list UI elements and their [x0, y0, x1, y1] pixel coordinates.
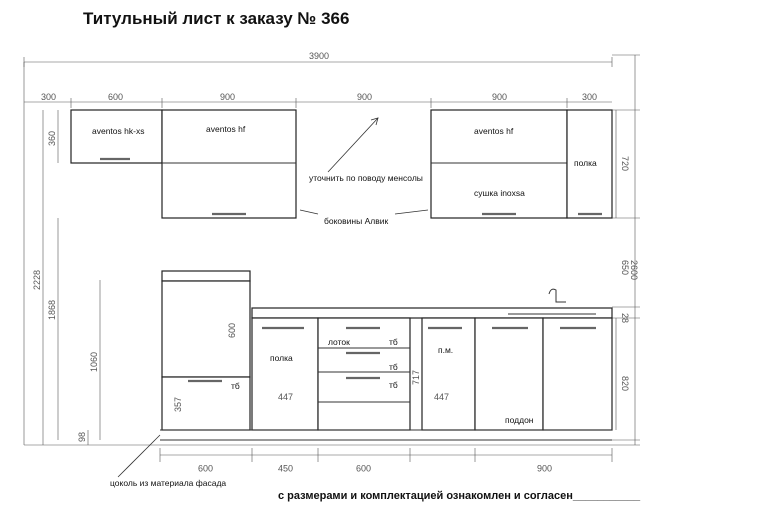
dim-top-900-b: 900 [357, 92, 373, 102]
dim-inner-447-a: 447 [278, 392, 294, 402]
dim-inner-717: 717 [411, 369, 421, 385]
base-cabinet-600 [318, 318, 410, 430]
dim-left-360: 360 [47, 130, 57, 146]
base-cabinet-sink-left [422, 318, 475, 430]
dim-top-600: 600 [108, 92, 124, 102]
approval-line: с размерами и комплектацией ознакомлен и согласен___________ [278, 490, 641, 502]
label-tb-2: тб [389, 362, 398, 372]
label-tb-1: тб [389, 337, 398, 347]
base-cabinet-450 [252, 318, 318, 430]
dim-right-720: 720 [620, 156, 630, 172]
dim-top-900-a: 900 [220, 92, 236, 102]
note-side-panels: боковины Алвик [324, 216, 389, 226]
dim-bottom-450: 450 [278, 463, 294, 474]
label-shelf-base: полка [270, 353, 293, 363]
wall-cabinets [71, 110, 612, 218]
label-aventos-hf-left: aventos hf [206, 124, 246, 134]
base-cabinet-sink-right [543, 318, 612, 430]
dim-left-2228: 2228 [32, 269, 42, 290]
label-pallet: поддон [505, 415, 534, 425]
label-shelf-wall: полка [574, 158, 597, 168]
label-tray: лоток [328, 337, 350, 347]
wall-cabinet-600 [71, 110, 162, 163]
dim-bottom-600-a: 600 [198, 463, 214, 474]
note-plinth: цоколь из материала фасада [110, 478, 227, 488]
page-title: Титульный лист к заказу № 366 [83, 9, 350, 28]
label-aventos-hk-xs: aventos hk-xs [92, 126, 145, 136]
label-pm: п.м. [438, 345, 454, 355]
dim-left-1060: 1060 [89, 351, 99, 372]
worktop [252, 308, 612, 318]
label-tb-3: тб [389, 380, 398, 390]
dim-right-820: 820 [620, 376, 630, 392]
dim-total-width: 3900 [309, 51, 330, 61]
dim-right-650: 650 [620, 260, 630, 276]
dim-bottom-600-b: 600 [356, 463, 372, 474]
dim-left-98: 98 [77, 431, 87, 442]
dim-inner-447-b: 447 [434, 392, 450, 402]
dim-top-900-c: 900 [492, 92, 508, 102]
dim-bottom-900: 900 [537, 463, 553, 474]
faucet-icon [549, 289, 566, 302]
label-tb-tall: тб [231, 381, 240, 391]
base-cabinet-sink-mid [475, 318, 543, 430]
dim-right-28: 28 [620, 313, 630, 324]
dim-right-2600: 2600 [629, 260, 639, 281]
dim-oven-600: 600 [227, 322, 237, 338]
dim-left-1868: 1868 [47, 299, 57, 320]
label-dryer: сушка inoxsa [474, 188, 525, 198]
label-aventos-hf-right: aventos hf [474, 126, 514, 136]
dim-drawer-357: 357 [173, 396, 183, 412]
dim-top-300-left: 300 [41, 92, 57, 102]
note-console: уточнить по поводу менсолы [309, 173, 423, 183]
dim-top-300-right: 300 [582, 92, 598, 102]
